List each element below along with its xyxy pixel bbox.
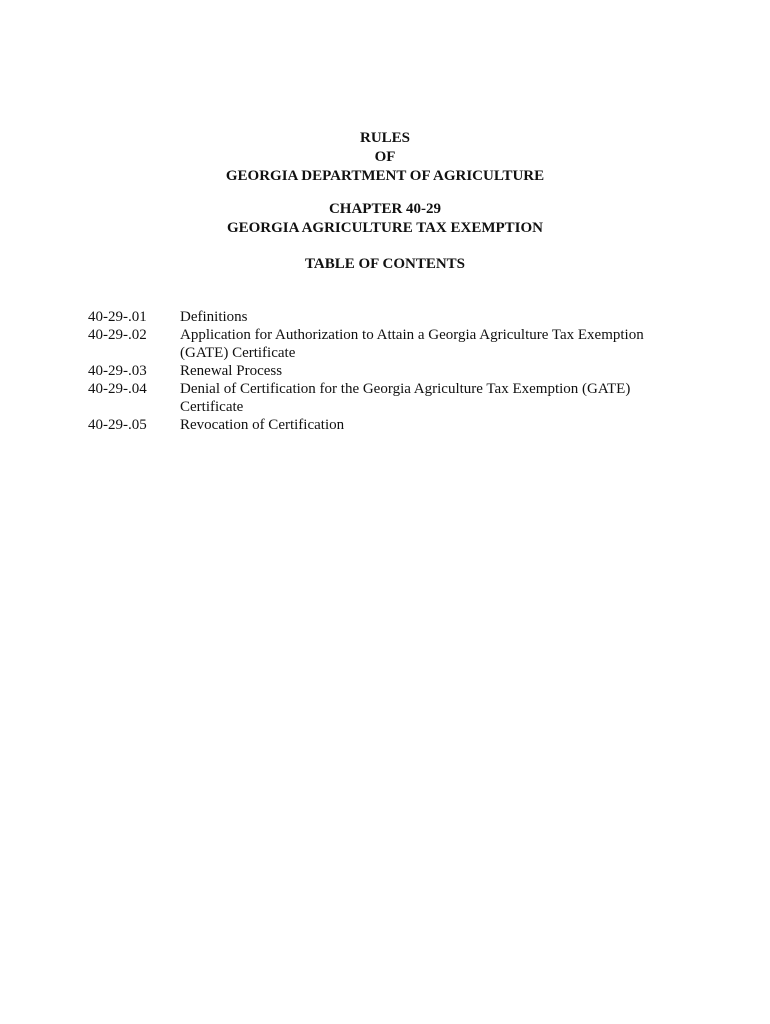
chapter-number: CHAPTER 40-29	[328, 201, 442, 217]
header-rules: RULES	[359, 130, 411, 146]
header-of: OF	[374, 149, 396, 165]
toc-entry	[88, 326, 688, 362]
toc-entry-title-line: Application for Authorization to Attain a Georgia Agriculture Tax Exemption	[180, 327, 644, 343]
toc-entry-title-line: Definitions	[180, 309, 248, 325]
toc-entry-title-line: Certificate	[180, 399, 244, 415]
toc-entry-title	[180, 362, 688, 380]
toc-entry-title	[180, 308, 688, 326]
chapter-title: GEORGIA AGRICULTURE TAX EXEMPTION	[226, 220, 544, 236]
toc-entry	[88, 362, 688, 380]
toc-entry-number: 40-29-.03	[88, 363, 147, 379]
toc-entry-number: 40-29-.05	[88, 417, 147, 433]
toc-entry-number: 40-29-.04	[88, 381, 147, 397]
toc-entry-title	[180, 380, 688, 416]
toc-heading-text: TABLE OF CONTENTS	[304, 256, 466, 272]
toc-entry	[88, 308, 688, 326]
toc-entry	[88, 380, 688, 416]
toc-heading	[0, 255, 770, 274]
toc-entry	[88, 416, 688, 434]
toc-entry-number: 40-29-.01	[88, 309, 147, 325]
toc-entry-number: 40-29-.02	[88, 327, 147, 343]
header-department: GEORGIA DEPARTMENT OF AGRICULTURE	[225, 168, 545, 184]
toc-entry-title-line: Renewal Process	[180, 363, 283, 379]
chapter-header	[0, 200, 770, 238]
table-of-contents	[88, 308, 688, 434]
toc-entry-title-line: (GATE) Certificate	[180, 345, 296, 361]
toc-entry-title-line: Denial of Certification for the Georgia Agriculture Tax Exemption (GATE)	[180, 381, 631, 397]
toc-entry-title-line: Revocation of Certification	[180, 417, 345, 433]
toc-entry-title	[180, 326, 688, 362]
rules-header	[0, 129, 770, 186]
toc-entry-title	[180, 416, 688, 434]
